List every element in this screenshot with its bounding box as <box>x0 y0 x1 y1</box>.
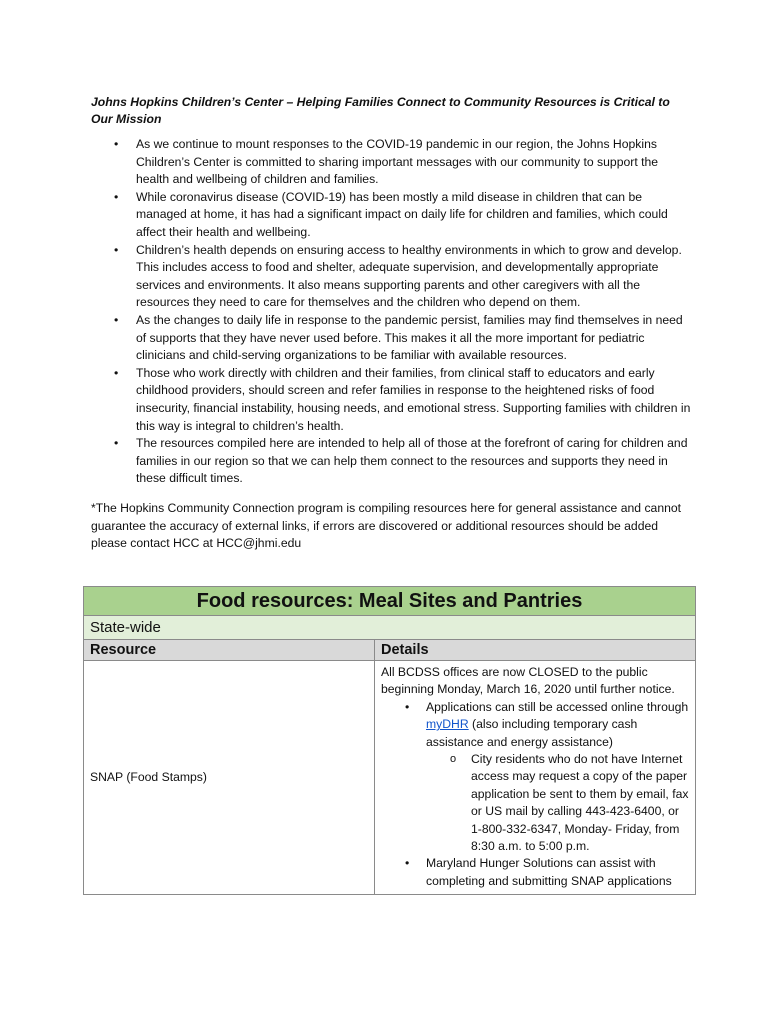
intro-bullet-list <box>91 136 691 488</box>
details-bullet <box>381 699 689 856</box>
details-bullet-text: Applications can still be accessed online through <box>426 699 689 714</box>
details-bullet: • Maryland Hunger Solutions can assist with completing and submitting SNAP applications <box>381 855 689 890</box>
table-title: Food resources: Meal Sites and Pantries <box>84 587 696 616</box>
details-subbullet-list <box>426 751 689 855</box>
intro-bullet: • Those who work directly with children and their families, from clinical staff to educators and early childhood providers, should screen and refer families in response to the heightened risks of food insecurity, financial instability, housing needs, and emotional stress. Supporting families with children in this way is integral to children’s health. <box>91 365 691 435</box>
resource-cell: SNAP (Food Stamps) <box>84 661 375 895</box>
table-section-statewide: State-wide <box>84 616 696 640</box>
intro-bullet: • Children’s health depends on ensuring access to healthy environments in which to grow and develop. This includes access to food and shelter, adequate supervision, and developmentally appropriate services and environments. It also means supporting parents and other caregivers with all the resources they need to care for themselves and the children who depend on them. <box>91 242 691 312</box>
mydhr-link[interactable]: myDHR <box>426 717 469 732</box>
column-header-details: Details <box>375 640 696 661</box>
details-cell <box>375 661 696 895</box>
details-intro: All BCDSS offices are now CLOSED to the public beginning Monday, March 16, 2020 until further notice. <box>381 665 675 697</box>
intro-bullet: • As we continue to mount responses to the COVID-19 pandemic in our region, the Johns Hopkins Children’s Center is committed to sharing important messages with our community to support the health and wellbeing of children and families. <box>91 136 691 189</box>
intro-bullet: • As the changes to daily life in response to the pandemic persist, families may find themselves in need of supports that they have never used before. This makes it all the more important for pediatric clinicians and child-serving organizations to be familiar with available resources. <box>91 312 691 365</box>
details-bullet-text: (also including temporary cash assistance and energy assistance) <box>426 717 638 749</box>
intro-bullet: • While coronavirus disease (COVID-19) has been mostly a mild disease in children that can be managed at home, it has had a significant impact on daily life for children and families, which could affect their health and wellbeing. <box>91 189 691 242</box>
intro-bullet: • The resources compiled here are intended to help all of those at the forefront of caring for children and families in our region so that we can help them connect to the resources and supports they need in these difficult times. <box>91 435 691 488</box>
disclaimer-text: *The Hopkins Community Connection program is compiling resources here for general assistance and cannot guarantee the accuracy of external links, if errors are discovered or additional resources should be added please contact HCC at HCC@jhmi.edu <box>91 501 682 551</box>
details-bullet-list <box>381 699 689 890</box>
details-subbullet: o City residents who do not have Internet access may request a copy of the paper application be sent to them by email, fax or US mail by calling 443-423-6400, or 1-800-332-6347, Monday- Friday, from 8:30 a.m. to 5:00 p.m. <box>426 751 689 855</box>
column-header-resource: Resource <box>84 640 375 661</box>
table-row <box>84 661 696 895</box>
food-resources-table <box>83 586 696 895</box>
document-heading: Johns Hopkins Children’s Center – Helping Families Connect to Community Resources is Critical to Our Mission <box>91 95 670 126</box>
